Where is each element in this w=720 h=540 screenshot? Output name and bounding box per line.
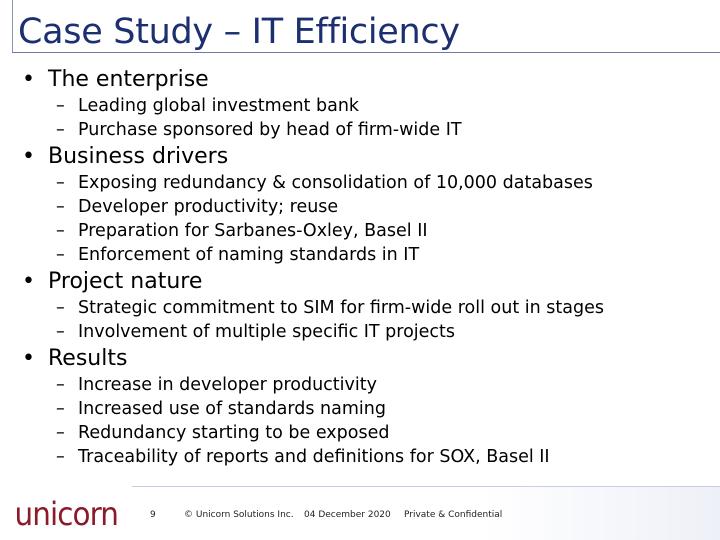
- sub-bullet-label: Enforcement of naming standards in IT: [78, 245, 420, 265]
- confidential-label: Private & Confidential: [404, 510, 503, 520]
- sub-bullet-dash: –: [56, 197, 65, 217]
- sub-bullet: [56, 296, 604, 320]
- sub-bullet-dash: –: [56, 322, 65, 342]
- sub-bullet: [56, 219, 428, 243]
- bullet-dot: •: [22, 67, 35, 92]
- sub-bullet-dash: –: [56, 96, 65, 116]
- sub-bullet: [56, 320, 455, 344]
- sub-bullet-label: Redundancy starting to be exposed: [78, 423, 390, 443]
- sub-bullet-dash: –: [56, 120, 65, 140]
- sub-bullet: [56, 397, 386, 421]
- sub-bullet: [56, 94, 359, 118]
- sub-bullet-label: Leading global investment bank: [78, 96, 360, 116]
- logo-text: unicorn: [14, 495, 118, 533]
- slide-title: Case Study – IT Efficiency: [18, 12, 460, 52]
- sub-bullet: [56, 195, 338, 219]
- sub-bullet: [56, 445, 550, 469]
- footer-divider: [132, 486, 720, 487]
- bullet-results: [22, 345, 127, 373]
- sub-bullet: [56, 171, 593, 195]
- sub-bullet-label: Preparation for Sarbanes-Oxley, Basel II: [78, 221, 428, 241]
- sub-bullet-dash: –: [56, 298, 65, 318]
- copyright-text: © Unicorn Solutions Inc.: [184, 510, 294, 520]
- sub-bullet: [56, 421, 389, 445]
- bullet-label: Project nature: [48, 269, 203, 294]
- footer-date: 04 December 2020: [304, 510, 391, 520]
- bullet-dot: •: [22, 269, 35, 294]
- sub-bullet-label: Involvement of multiple specific IT projects: [78, 322, 456, 342]
- sub-bullet-dash: –: [56, 221, 65, 241]
- page-number: 9: [150, 510, 156, 520]
- sub-bullet-label: Developer productivity; reuse: [78, 197, 339, 217]
- sub-bullet-dash: –: [56, 245, 65, 265]
- bullet-dot: •: [22, 144, 35, 169]
- sub-bullet-label: Purchase sponsored by head of firm-wide IT: [78, 120, 462, 140]
- bullet-dot: •: [22, 346, 35, 371]
- sub-bullet: [56, 243, 419, 267]
- bullet-business-drivers: [22, 143, 228, 171]
- bullet-label: Business drivers: [48, 144, 229, 169]
- sub-bullet-label: Increased use of standards naming: [78, 399, 386, 419]
- sub-bullet-dash: –: [56, 447, 65, 467]
- sub-bullet: [56, 118, 462, 142]
- sub-bullet-dash: –: [56, 423, 65, 443]
- slide-footer: [0, 486, 720, 540]
- bullet-project-nature: [22, 268, 202, 296]
- sub-bullet-dash: –: [56, 399, 65, 419]
- bullet-the-enterprise: [22, 66, 209, 94]
- sub-bullet-dash: –: [56, 173, 65, 193]
- sub-bullet: [56, 373, 377, 397]
- sub-bullet-label: Strategic commitment to SIM for firm-wide roll out in stages: [78, 298, 604, 318]
- sub-bullet-dash: –: [56, 375, 65, 395]
- sub-bullet-label: Traceability of reports and definitions for SOX, Basel II: [78, 447, 550, 467]
- bullet-label: Results: [48, 346, 128, 371]
- sub-bullet-label: Increase in developer productivity: [78, 375, 377, 395]
- unicorn-logo: [10, 496, 123, 532]
- sub-bullet-label: Exposing redundancy & consolidation of 10,000 databases: [78, 173, 593, 193]
- bullet-label: The enterprise: [48, 67, 209, 92]
